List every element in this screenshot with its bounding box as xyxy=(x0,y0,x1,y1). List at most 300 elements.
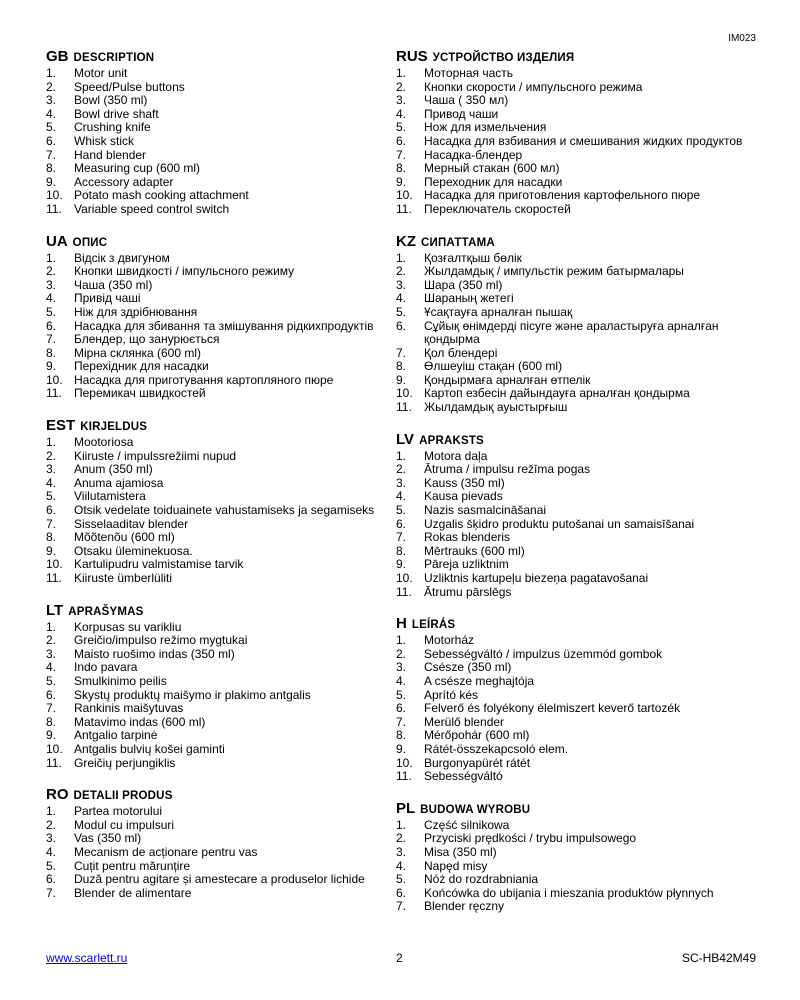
list-item xyxy=(396,401,766,415)
list-item xyxy=(46,176,386,190)
item-number: 4. xyxy=(46,844,57,859)
item-text: Сұйық өнімдерді пісуге және араластыруға арналған қондырма xyxy=(424,318,719,347)
item-text: Bowl (350 ml) xyxy=(74,93,148,108)
item-number: 4. xyxy=(396,106,407,121)
item-text: Жылдамдық ауыстырғыш xyxy=(424,400,568,415)
list-item xyxy=(396,265,766,279)
item-text: Чаша ( 350 мл) xyxy=(424,93,509,108)
parts-list xyxy=(46,621,386,771)
list-item xyxy=(46,873,386,887)
list-item xyxy=(396,477,766,491)
section-title: ОПИС xyxy=(72,236,108,249)
item-text: Viilutamistera xyxy=(74,489,146,504)
language-code: RO xyxy=(46,786,69,804)
list-item xyxy=(396,819,766,833)
list-item xyxy=(46,94,386,108)
item-number: 6. xyxy=(396,701,407,716)
list-item xyxy=(46,805,386,819)
section-lt xyxy=(46,602,386,771)
item-number: 7. xyxy=(46,701,57,716)
item-number: 7. xyxy=(46,147,57,162)
list-item xyxy=(46,436,386,450)
item-text: Kausa pievads xyxy=(424,489,503,504)
list-item xyxy=(396,757,766,771)
item-text: Kartulipudru valmistamise tarvik xyxy=(74,557,244,572)
item-number: 2. xyxy=(46,79,57,94)
item-number: 10. xyxy=(396,571,413,585)
item-number: 4. xyxy=(46,660,57,675)
item-number: 3. xyxy=(396,844,407,859)
list-item xyxy=(396,94,766,108)
language-code: GB xyxy=(46,48,69,65)
list-item xyxy=(46,374,386,388)
item-number: 11. xyxy=(46,201,62,216)
document-code: IM023 xyxy=(728,33,756,44)
item-number: 2. xyxy=(396,79,407,94)
item-text: Шара (350 ml) xyxy=(424,277,503,292)
item-text: Kiiruste / impulssrežiimi nupud xyxy=(74,448,237,463)
list-item xyxy=(46,333,386,347)
list-item xyxy=(396,531,766,545)
parts-list xyxy=(396,450,766,600)
item-text: Partea motorului xyxy=(74,804,163,819)
list-item xyxy=(396,67,766,81)
item-number: 3. xyxy=(396,93,407,108)
item-number: 1. xyxy=(396,817,407,832)
item-number: 7. xyxy=(396,147,407,162)
item-text: Napęd misy xyxy=(424,858,488,873)
list-item xyxy=(396,545,766,559)
list-item xyxy=(396,689,766,703)
section-title: LEÍRÁS xyxy=(411,619,456,632)
list-item xyxy=(396,360,766,374)
list-item xyxy=(396,203,766,217)
item-text: Қондырмаға арналған өтпелік xyxy=(424,372,591,387)
item-text: Vas (350 ml) xyxy=(74,831,142,846)
list-item xyxy=(396,661,766,675)
item-number: 9. xyxy=(46,728,57,743)
item-text: Maisto ruošimo indas (350 ml) xyxy=(74,646,235,661)
item-text: Greičio/impulso režimo mygtukai xyxy=(74,633,248,648)
list-item xyxy=(46,360,386,374)
item-number: 8. xyxy=(46,161,57,176)
section-ua xyxy=(46,233,386,402)
list-item xyxy=(396,374,766,388)
list-item xyxy=(46,621,386,635)
section-heading xyxy=(396,615,766,634)
item-number: 4. xyxy=(46,106,57,121)
section-gb xyxy=(46,48,386,217)
list-item xyxy=(46,743,386,757)
list-item xyxy=(396,306,766,320)
language-code: H xyxy=(396,615,407,633)
section-heading xyxy=(46,48,386,67)
section-lv xyxy=(396,431,766,600)
list-item xyxy=(396,675,766,689)
list-item xyxy=(46,634,386,648)
item-text: Burgonyapürét rátét xyxy=(424,755,531,770)
list-item xyxy=(46,490,386,504)
language-code: LV xyxy=(396,430,415,448)
left-column xyxy=(46,48,386,916)
item-text: Cuțit pentru mărunțire xyxy=(74,858,191,873)
item-text: Crushing knife xyxy=(74,120,151,135)
list-item xyxy=(46,504,386,518)
list-item xyxy=(396,586,766,600)
item-text: Skystų produktų maišymo ir plakimo antgalis xyxy=(74,687,311,702)
item-text: Моторная часть xyxy=(424,66,514,80)
list-item xyxy=(46,450,386,464)
item-text: Uzgalis šķidro produktu putošanai un samaisīšanai xyxy=(424,516,695,531)
section-title: APRAKSTS xyxy=(419,434,484,447)
list-item xyxy=(46,67,386,81)
language-code: PL xyxy=(396,799,416,817)
section-heading xyxy=(46,602,386,621)
item-text: Anum (350 ml) xyxy=(74,462,153,477)
list-item xyxy=(46,162,386,176)
item-text: Відсік з двигуном xyxy=(74,250,170,265)
item-number: 9. xyxy=(396,372,407,387)
item-number: 11. xyxy=(46,386,62,401)
section-title: DETALII PRODUS xyxy=(73,790,173,803)
item-text: Motora daļa xyxy=(424,448,488,463)
item-text: Końcówka do ubijania i mieszania produktów płynnych xyxy=(424,885,714,900)
item-text: Шараның жетегі xyxy=(424,291,514,306)
item-text: Sebességváltó / impulzus üzemmód gombok xyxy=(424,646,663,661)
list-item xyxy=(46,463,386,477)
item-text: Blender ręczny xyxy=(424,899,505,914)
item-text: Whisk stick xyxy=(74,133,134,148)
item-text: Картоп езбесін дайындауға арналған қондырма xyxy=(424,386,690,401)
item-number: 5. xyxy=(46,304,57,319)
list-item xyxy=(396,189,766,203)
item-text: Anuma ajamiosa xyxy=(74,475,164,490)
item-number: 1. xyxy=(396,448,407,463)
item-number: 3. xyxy=(46,646,57,661)
item-number: 1. xyxy=(46,250,57,265)
item-number: 9. xyxy=(396,174,407,189)
item-number: 6. xyxy=(46,872,57,887)
item-text: Мірна склянка (600 ml) xyxy=(74,345,202,360)
list-item xyxy=(396,450,766,464)
item-number: 10. xyxy=(396,188,413,203)
item-text: Kiiruste ümberlüliti xyxy=(74,571,173,585)
list-item xyxy=(46,108,386,122)
item-text: Mērtrauks (600 ml) xyxy=(424,543,525,558)
item-text: Жылдамдық / импульстік режим батырмалары xyxy=(424,264,684,279)
list-item xyxy=(46,675,386,689)
item-text: Antgalis bulvių košei gaminti xyxy=(74,741,225,756)
item-text: Otsik vedelate toiduainete vahustamiseks ja segamiseks xyxy=(74,503,375,518)
section-heading xyxy=(396,800,766,819)
item-number: 3. xyxy=(46,93,57,108)
list-item xyxy=(396,846,766,860)
language-code: RUS xyxy=(396,48,428,65)
item-number: 7. xyxy=(396,530,407,545)
item-number: 7. xyxy=(396,899,407,914)
list-item xyxy=(46,860,386,874)
list-item xyxy=(46,832,386,846)
item-text: Indo pavara xyxy=(74,660,138,675)
parts-list xyxy=(396,252,766,415)
section-h xyxy=(396,615,766,784)
section-title: BUDOWA WYROBU xyxy=(420,803,531,816)
item-text: Қозғалтқыш бөлік xyxy=(424,250,522,265)
item-number: 1. xyxy=(46,619,57,634)
list-item xyxy=(396,702,766,716)
section-heading xyxy=(46,417,386,436)
item-number: 5. xyxy=(46,673,57,688)
item-number: 6. xyxy=(46,503,57,518)
list-item xyxy=(396,81,766,95)
list-item xyxy=(396,518,766,532)
section-title: УСТРОЙСТВО ИЗДЕЛИЯ xyxy=(432,52,575,64)
list-item xyxy=(46,135,386,149)
item-number: 4. xyxy=(46,475,57,490)
item-text: Nóż do rozdrabniania xyxy=(424,872,539,887)
item-number: 2. xyxy=(46,817,57,832)
list-item xyxy=(46,189,386,203)
list-item xyxy=(46,846,386,860)
list-item xyxy=(46,518,386,532)
item-text: Matavimo indas (600 ml) xyxy=(74,714,206,729)
list-item xyxy=(396,558,766,572)
list-item xyxy=(46,702,386,716)
item-number: 11. xyxy=(46,755,62,770)
item-text: Motorház xyxy=(424,633,475,648)
parts-list xyxy=(396,634,766,784)
item-number: 11. xyxy=(396,201,412,216)
item-number: 4. xyxy=(396,489,407,504)
item-text: Кнопки швидкості / імпульсного режиму xyxy=(74,264,295,279)
list-item xyxy=(46,252,386,266)
item-number: 3. xyxy=(46,277,57,292)
list-item xyxy=(46,279,386,293)
item-text: Mootoriosa xyxy=(74,435,134,450)
list-item xyxy=(46,387,386,401)
list-item xyxy=(396,716,766,730)
list-item xyxy=(396,860,766,874)
section-heading xyxy=(396,233,766,252)
parts-list xyxy=(46,436,386,586)
item-number: 7. xyxy=(46,885,57,900)
list-item xyxy=(396,135,766,149)
item-number: 8. xyxy=(46,345,57,360)
item-number: 9. xyxy=(46,543,57,558)
list-item xyxy=(396,504,766,518)
item-text: Mõõtenõu (600 ml) xyxy=(74,530,175,545)
item-text: Uzliktnis kartupeļu biezeņa pagatavošanai xyxy=(424,571,649,585)
list-item xyxy=(46,545,386,559)
item-number: 9. xyxy=(396,741,407,756)
item-number: 9. xyxy=(46,174,57,189)
item-text: Accessory adapter xyxy=(74,174,174,189)
list-item xyxy=(46,81,386,95)
list-item xyxy=(46,477,386,491)
item-number: 8. xyxy=(46,530,57,545)
item-text: Bowl drive shaft xyxy=(74,106,159,121)
list-item xyxy=(396,121,766,135)
item-text: Rankinis maišytuvas xyxy=(74,701,184,716)
list-item xyxy=(396,279,766,293)
item-number: 9. xyxy=(396,557,407,572)
list-item xyxy=(396,490,766,504)
item-text: Csésze (350 ml) xyxy=(424,660,512,675)
item-text: Перемикач швидкостей xyxy=(74,386,206,401)
item-number: 3. xyxy=(46,831,57,846)
item-number: 2. xyxy=(396,831,407,846)
item-number: 6. xyxy=(396,133,407,148)
item-number: 6. xyxy=(46,687,57,702)
language-code: LT xyxy=(46,601,64,619)
item-text: Rátét-összekapcsoló elem. xyxy=(424,741,569,756)
list-item xyxy=(396,252,766,266)
item-text: Część silnikowa xyxy=(424,817,510,832)
item-text: Мерный стакан (600 мл) xyxy=(424,161,560,176)
item-number: 3. xyxy=(46,462,57,477)
item-text: Aprító kés xyxy=(424,687,479,702)
item-number: 11. xyxy=(396,400,412,415)
list-item xyxy=(46,149,386,163)
parts-list xyxy=(46,805,386,900)
item-number: 7. xyxy=(396,345,407,360)
list-item xyxy=(46,292,386,306)
list-item xyxy=(46,572,386,586)
list-item xyxy=(396,743,766,757)
item-number: 11. xyxy=(46,571,62,585)
item-text: Variable speed control switch xyxy=(74,201,230,216)
list-item xyxy=(46,265,386,279)
item-text: Speed/Pulse buttons xyxy=(74,79,185,94)
section-heading xyxy=(46,233,386,252)
item-text: Ніж для здрібнювання xyxy=(74,304,198,319)
parts-list xyxy=(46,252,386,402)
item-text: Sisselaaditav blender xyxy=(74,516,189,531)
item-text: Modul cu impulsuri xyxy=(74,817,175,832)
item-number: 10. xyxy=(46,372,63,387)
item-number: 1. xyxy=(46,66,57,80)
item-number: 10. xyxy=(46,741,63,756)
section-rus xyxy=(396,48,766,217)
item-number: 7. xyxy=(396,714,407,729)
list-item xyxy=(396,463,766,477)
item-text: Нож для измельчения xyxy=(424,120,547,135)
item-number: 1. xyxy=(396,250,407,265)
item-number: 2. xyxy=(46,448,57,463)
item-number: 6. xyxy=(396,318,407,333)
list-item xyxy=(396,900,766,914)
language-code: EST xyxy=(46,417,76,435)
item-number: 5. xyxy=(396,687,407,702)
item-text: Smulkinimo peilis xyxy=(74,673,167,688)
list-item xyxy=(46,661,386,675)
item-text: Mecanism de acționare pentru vas xyxy=(74,844,258,859)
item-text: Өлшеуіш стақан (600 ml) xyxy=(424,359,563,374)
item-number: 2. xyxy=(396,646,407,661)
item-number: 5. xyxy=(396,304,407,319)
list-item xyxy=(396,149,766,163)
item-number: 1. xyxy=(46,435,57,450)
item-text: Felverő és folyékony élelmiszert keverő tartozék xyxy=(424,701,681,716)
item-text: Przyciski prędkości / trybu impulsowego xyxy=(424,831,637,846)
item-number: 5. xyxy=(396,503,407,518)
list-item xyxy=(396,347,766,361)
item-text: Ұсақтауға арналған пышақ xyxy=(424,304,573,319)
item-text: A csésze meghajtója xyxy=(424,673,535,688)
section-heading xyxy=(396,48,766,67)
section-title: KIRJELDUS xyxy=(80,421,148,434)
item-number: 7. xyxy=(46,516,57,531)
list-item xyxy=(396,648,766,662)
item-number: 8. xyxy=(396,728,407,743)
section-kz xyxy=(396,233,766,415)
list-item xyxy=(396,108,766,122)
item-number: 8. xyxy=(396,161,407,176)
item-number: 6. xyxy=(46,133,57,148)
item-text: Насадка для приготовления картофельного пюре xyxy=(424,188,701,203)
section-title: APRAŠYMAS xyxy=(68,605,144,618)
list-item xyxy=(396,572,766,586)
item-text: Блендер, що занурюється xyxy=(74,332,220,347)
item-number: 1. xyxy=(46,804,57,819)
item-text: Қол блендері xyxy=(424,345,498,360)
item-number: 11. xyxy=(396,584,412,599)
list-item xyxy=(46,716,386,730)
item-text: Привід чаші xyxy=(74,291,141,306)
section-heading xyxy=(46,786,386,805)
item-text: Blender de alimentare xyxy=(74,885,192,900)
item-number: 3. xyxy=(396,660,407,675)
item-number: 7. xyxy=(46,332,57,347)
item-number: 6. xyxy=(46,318,57,333)
list-item xyxy=(46,887,386,901)
item-text: Насадка для приготування картопляного пюре xyxy=(74,372,334,387)
item-text: Nazis sasmalcināšanai xyxy=(424,503,547,518)
item-number: 5. xyxy=(46,858,57,873)
list-item xyxy=(396,292,766,306)
website-link[interactable]: www.scarlett.ru xyxy=(46,951,128,965)
language-code: KZ xyxy=(396,232,416,250)
item-text: Переходник для насадки xyxy=(424,174,563,189)
list-item xyxy=(396,387,766,401)
item-text: Otsaku üleminekuosa. xyxy=(74,543,193,558)
item-text: Measuring cup (600 ml) xyxy=(74,161,201,176)
item-number: 8. xyxy=(46,714,57,729)
item-text: Кнопки скорости / импульсного режима xyxy=(424,79,643,94)
list-item xyxy=(396,729,766,743)
list-item xyxy=(46,320,386,334)
list-item xyxy=(46,648,386,662)
item-number: 2. xyxy=(396,462,407,477)
list-item xyxy=(46,531,386,545)
item-number: 4. xyxy=(46,291,57,306)
list-item xyxy=(396,320,766,347)
parts-list xyxy=(396,67,766,217)
list-item xyxy=(396,770,766,784)
item-number: 8. xyxy=(396,359,407,374)
item-number: 6. xyxy=(396,885,407,900)
list-item xyxy=(396,887,766,901)
item-number: 4. xyxy=(396,291,407,306)
item-text: Duză pentru agitare și amestecare a produselor lichide xyxy=(74,872,365,887)
item-number: 6. xyxy=(396,516,407,531)
list-item xyxy=(396,873,766,887)
item-text: Potato mash cooking attachment xyxy=(74,188,249,203)
item-text: Sebességváltó xyxy=(424,769,503,784)
parts-list xyxy=(46,67,386,217)
item-text: Hand blender xyxy=(74,147,147,162)
item-text: Antgalio tarpinė xyxy=(74,728,158,743)
